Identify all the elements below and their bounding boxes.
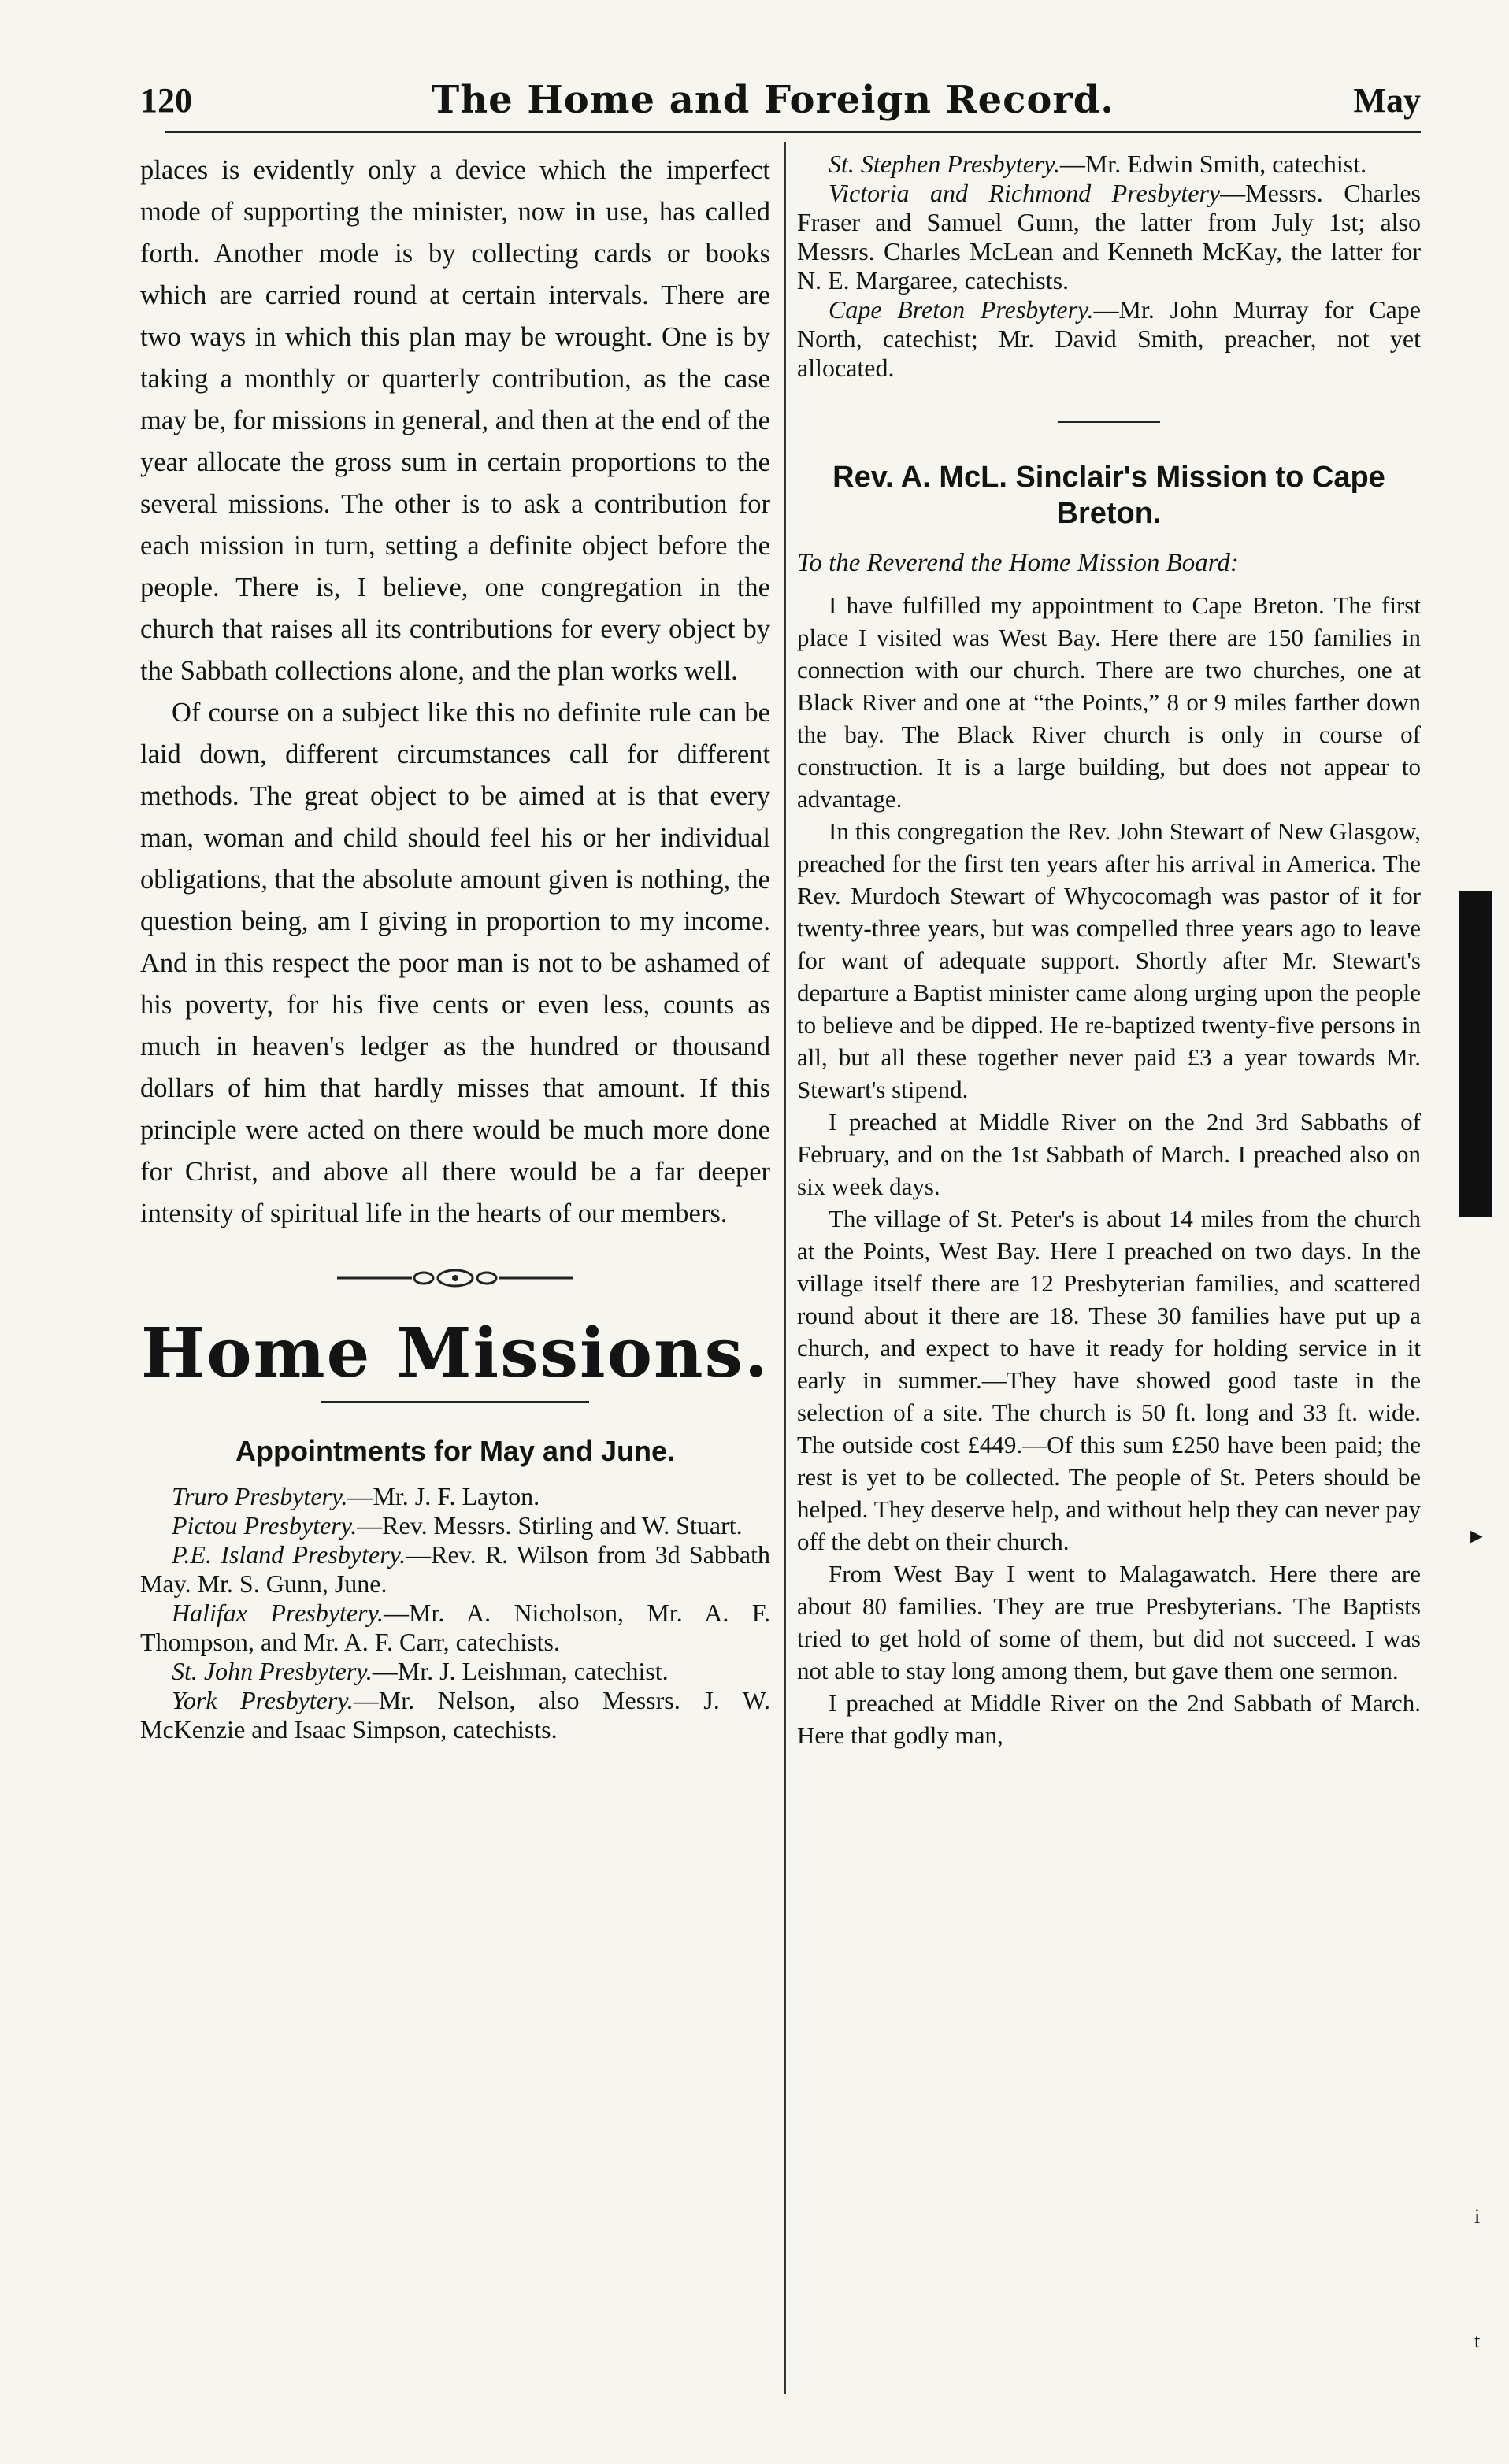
presbytery-name: Cape Breton Presbytery. (829, 295, 1094, 324)
appointment-text: —Mr. J. F. Layton. (347, 1482, 540, 1510)
right-paragraph-5: From West Bay I went to Malagawatch. Here there are about 80 families. They are true Presbyterians. The Baptists tried to get hold of some of them, but did not succeed. I was not able to stay long among them, but gave them one sermon. (797, 1560, 1421, 1684)
margin-mark: t (1474, 2329, 1481, 2352)
presbytery-name: Pictou Presbytery. (172, 1511, 358, 1540)
right-column (797, 150, 1421, 1751)
left-paragraph-1: places is evidently only a device which the imperfect mode of supporting the minister, now in use, has called forth. Another mode is by collecting cards or books which are carried round at certain intervals. There are two ways in which this plan may be wrought. One is by taking a monthly or quarterly contribution, as the case may be, for missions in general, and then at the end of the year allocate the gross sum in certain proportions to the several missions. The other is to ask a contribution for each mission in turn, setting a definite object before the people. There is, I believe, one congregation in the church that raises all its contributions for every object by the Sabbath collections alone, and the plan works well. (140, 155, 770, 686)
journal-title: The Home and Foreign Record. (431, 78, 1114, 122)
appointment-text: —Rev. Messrs. Stirling and W. Stuart. (357, 1511, 743, 1540)
appointment-text: —Mr. Edwin Smith, catechist. (1059, 150, 1367, 178)
appointments-heading: Appointments for May and June. (235, 1435, 676, 1467)
left-column (140, 150, 770, 1744)
ornamental-divider (140, 1266, 770, 1290)
letter-salutation: To the Reverend the Home Mission Board: (797, 549, 1239, 577)
page-number: 120 (140, 80, 192, 120)
appointment-text: —Mr. A. Nicholson, Mr. A. F. Thompson, and Mr. A. F. Carr, catechists. (140, 1599, 771, 1656)
presbytery-name: Victoria and Richmond Presbytery (829, 179, 1221, 207)
section-title: Home Missions. (141, 1314, 769, 1393)
right-paragraph-3: I preached at Middle River on the 2nd 3rd Sabbaths of February, and on the 1st Sabbath of March. I preached also on six week days. (797, 1108, 1421, 1200)
column-divider (784, 142, 786, 2394)
right-paragraph-4: The village of St. Peter's is about 14 miles from the church at the Points, West Bay. Here I preached on two days. In the village itself there are 12 Presbyterian families, and scattered round about it there are 18. These 30 families have put up a church, and expect to have it ready for holding service in it early in summer.—They have showed good taste in the selection of a site. The church is 50 ft. long and 33 ft. wide. The outside cost £449.—Of this sum £250 have been paid; the rest is yet to be collected. The people of St. Peters should be helped. They deserve help, and without help they can never pay off the debt on their church. (797, 1205, 1421, 1555)
presbytery-name: York Presbytery. (172, 1686, 354, 1714)
page-header (140, 72, 1421, 128)
appointment-entry (797, 179, 1421, 295)
right-paragraph-1: I have fulfilled my appointment to Cape Breton. The first place I visited was West Bay. Here there are 150 families in connection with our church. There are two churches, one at Black River and one at “the Points,” 8 or 9 miles farther down the bay. The Black River church is only in course of construction. It is a large building, but does not appear to advantage. (797, 591, 1421, 813)
section-rule (1058, 421, 1160, 423)
presbytery-name: St. Stephen Presbytery. (829, 150, 1060, 178)
appointment-entry (797, 295, 1421, 383)
section-title-rule (321, 1401, 589, 1403)
appointment-text: —Messrs. Charles Fraser and Samuel Gunn, the latter from July 1st; also Messrs. Charles McLean and Kenneth McKay, the latter for N. E. Margaree, catechists. (797, 179, 1422, 295)
presbytery-name: Truro Presbytery. (172, 1482, 348, 1510)
appointment-text: —Mr. J. Leishman, catechist. (372, 1657, 669, 1685)
appointment-entry (797, 150, 1421, 179)
right-paragraph-2: In this congregation the Rev. John Stewart of New Glasgow, preached for the first ten years after his arrival in America. The Rev. Murdoch Stewart of Whycocomagh was pastor of it for twenty-three years, but was compelled three years ago to leave for want of adequate support. Shortly after Mr. Stewart's departure a Baptist minister came along urging upon the people to believe and be dipped. He re-baptized twenty-five persons in all, but all these together never paid £3 a year towards Mr. Stewart's stipend. (797, 817, 1421, 1103)
header-rule (165, 131, 1421, 133)
margin-arrow-icon: ► (1466, 1525, 1487, 1547)
left-paragraph-2: Of course on a subject like this no definite rule can be laid down, different circumstances call for different methods. The great object to be aimed at is that every man, woman and child should feel his or her individual obligations, that the absolute amount given is nothing, the question being, am I giving in proportion to my income. And in this respect the poor man is not to be ashamed of his poverty, for his five cents or even less, counts as much in heaven's ledger as the hundred or thousand dollars of him that hardly misses that amount. If this principle were acted on there would be much more done for Christ, and above all there would be a far deeper intensity of spiritual life in the hearts of our members. (140, 698, 770, 1228)
presbytery-name: P.E. Island Presbytery. (172, 1540, 406, 1569)
appointment-text: —Rev. R. Wilson from 3d Sabbath May. Mr. S. Gunn, June. (140, 1540, 771, 1598)
appointment-entry (140, 1599, 770, 1657)
margin-bar (1459, 891, 1492, 1217)
appointment-text: —Mr. John Murray for Cape North, catechist; Mr. David Smith, preacher, not yet allocated. (797, 295, 1422, 382)
appointment-entry (140, 1540, 770, 1599)
right-paragraph-6: I preached at Middle River on the 2nd Sabbath of March. Here that godly man, (797, 1689, 1421, 1749)
mission-heading: Rev. A. McL. Sinclair's Mission to Cape Breton. (832, 461, 1385, 530)
margin-mark: i (1474, 2205, 1481, 2228)
appointment-entry (140, 1686, 770, 1744)
presbytery-name: St. John Presbytery. (172, 1657, 373, 1685)
appointment-entry (140, 1657, 770, 1686)
appointment-entry (140, 1511, 770, 1540)
presbytery-name: Halifax Presbytery. (172, 1599, 384, 1627)
appointment-entry (140, 1482, 770, 1511)
issue-month: May (1353, 80, 1421, 120)
appointment-text: —Mr. Nelson, also Messrs. J. W. McKenzie and Isaac Simpson, catechists. (140, 1686, 770, 1743)
